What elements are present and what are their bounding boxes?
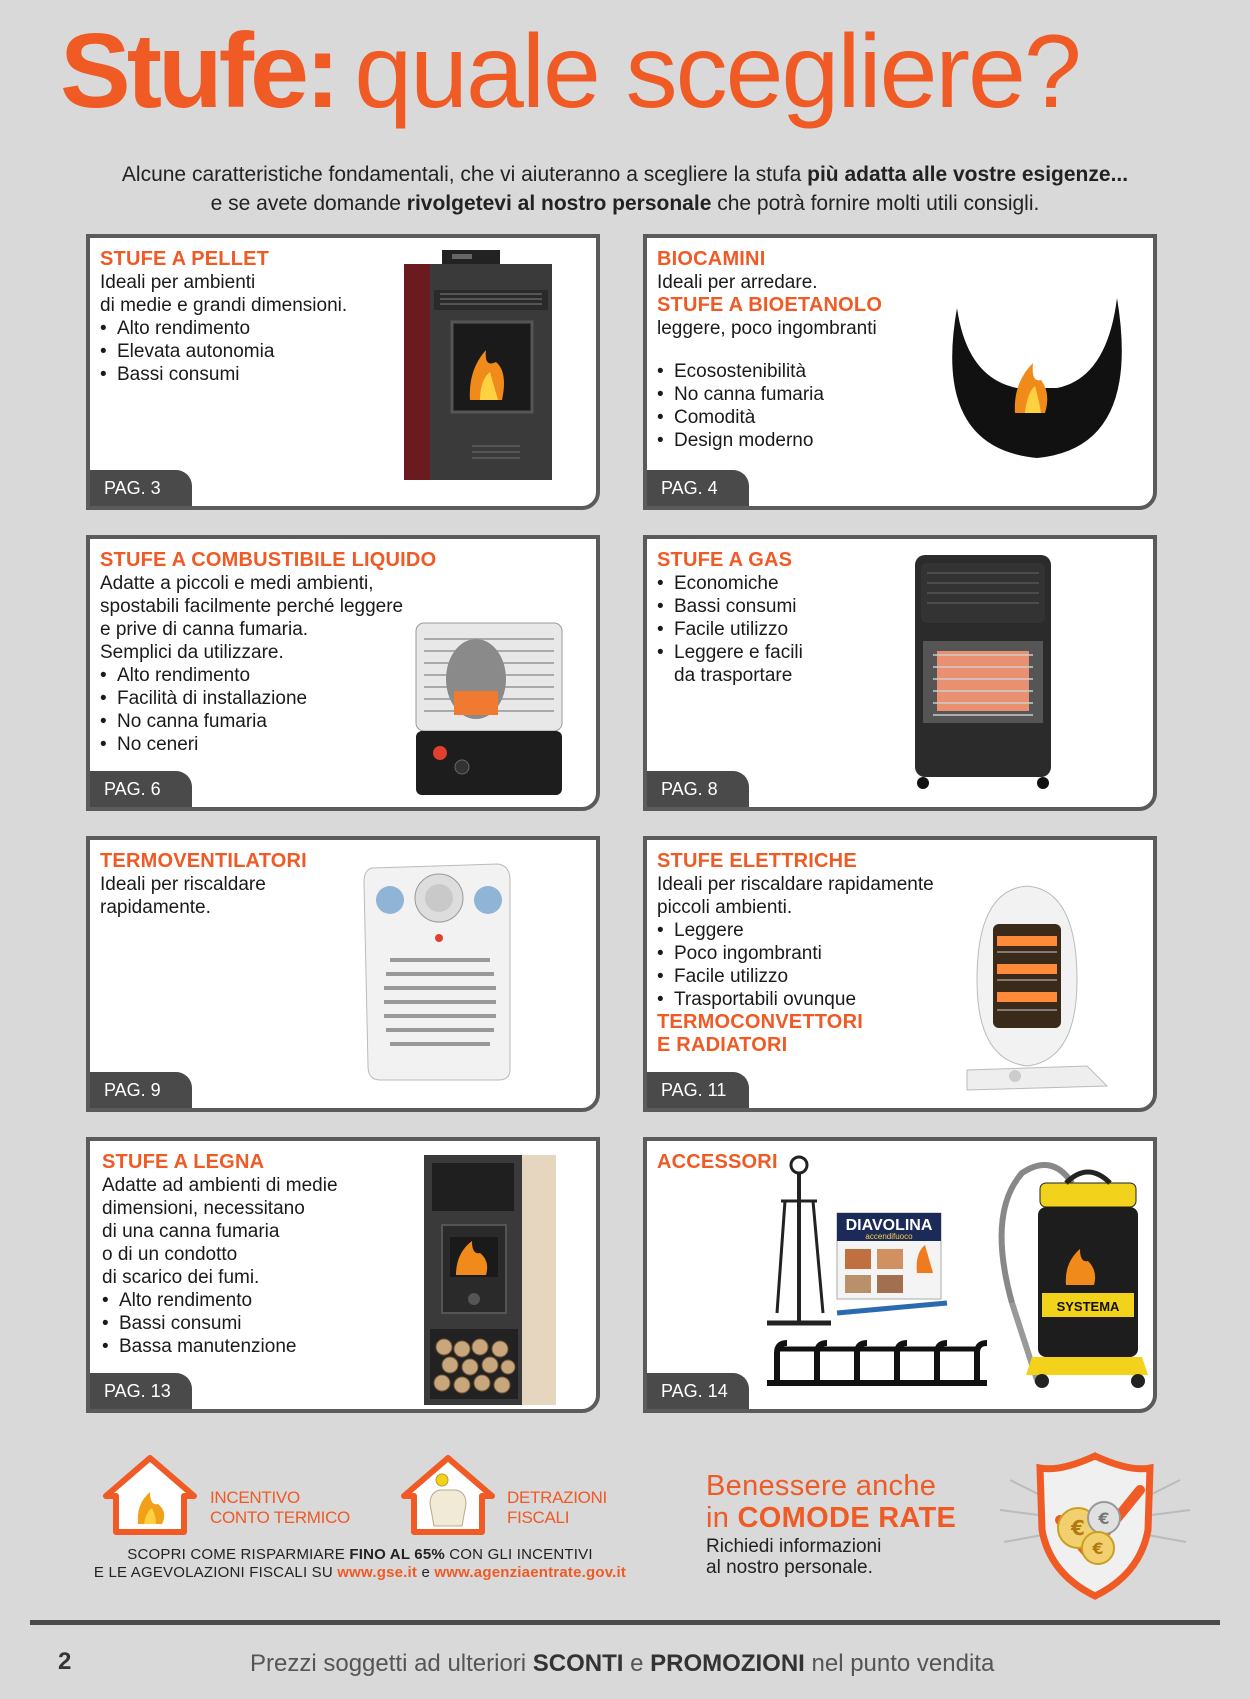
card-desc: piccoli ambienti. [657,897,793,918]
card-desc: di scarico dei fumi. [102,1267,260,1288]
footer-promozioni: PROMOZIONI [650,1650,805,1677]
card-heading: STUFE A GAS [657,549,793,571]
conto-termico-label [210,1488,350,1528]
svg-text:€: € [1098,1509,1110,1528]
rate-title-line2: in [706,1502,738,1534]
card-gas[interactable] [643,535,1157,811]
page-number: 2 [58,1648,72,1675]
card-desc: Ideali per arredare. [657,272,818,293]
bullet-item: • Bassi consumi [100,363,430,386]
footer-text [250,1650,994,1678]
bullet-item: • Economiche [657,572,987,595]
pellet-stove-image [390,250,590,482]
footer-text-1: Prezzi soggetti ad ulteriori [250,1650,533,1677]
footer-divider [30,1620,1220,1625]
fan-heater-image [360,860,520,1090]
intro-emphasis-1: più adatta alle vostre esigenze... [807,163,1129,186]
intro-text-1: Alcune caratteristiche fondamentali, che vi aiuteranno a scegliere la stufa [121,163,808,186]
vacuum-brand: SYSTEMA [1056,1299,1120,1314]
card-elettriche[interactable] [643,836,1157,1112]
card-heading: STUFE A COMBUSTIBILE LIQUIDO [100,549,437,571]
diavolina-brand: DIAVOLINA [845,1217,933,1234]
gas-heater-image [907,553,1057,793]
card-heading: STUFE A LEGNA [102,1151,265,1173]
card-desc: Ideali per riscaldare [100,874,266,895]
biocamino-image [937,288,1137,478]
title-light: quale scegliere? [354,14,1080,130]
card-desc: o di un condotto [102,1244,238,1265]
bullet-item: • Trasportabili ovunque [657,988,997,1011]
bullet-item: • Bassa manutenzione [102,1335,432,1358]
bullet-item: • Poco ingombranti [657,942,997,965]
gse-link[interactable]: www.gse.it [337,1564,418,1581]
card-desc: Ideali per riscaldare rapidamente [657,874,934,895]
page-ref-badge[interactable]: PAG. 4 [647,470,749,506]
savings-text-4: e [417,1564,435,1581]
bullet-item: • Design moderno [657,429,987,452]
svg-text:€: € [1071,1516,1085,1540]
bottom-info [0,1450,1250,1600]
bullet-item: • Leggere [657,919,997,942]
page-ref-badge[interactable]: PAG. 8 [647,771,749,807]
agenzia-entrate-link[interactable]: www.agenziaentrate.gov.it [434,1564,627,1581]
bullet-item: • Alto rendimento [100,664,460,687]
card-text [100,248,430,386]
title-bold: Stufe: [60,12,337,130]
intro-text [40,160,1210,218]
bullet-item: • No ceneri [100,733,460,756]
card-heading: ACCESSORI [657,1151,778,1173]
card-desc: spostabili facilmente perché leggere [100,596,404,617]
savings-text-3: E LE AGEVOLAZIONI FISCALI SU [93,1564,338,1581]
card-text [100,549,460,756]
kerosene-heater-image [410,619,570,799]
detrazioni-label [507,1488,607,1528]
rate-title [706,1470,956,1534]
footer-text-3: nel punto vendita [804,1650,995,1677]
bullet-item: • Alto rendimento [102,1289,432,1312]
bullet-item: • No canna fumaria [100,710,460,733]
rate-title-line1: Benessere anche [706,1470,937,1502]
detrazioni-line2: FISCALI [507,1508,570,1527]
card-heading: BIOCAMINI [657,248,766,270]
card-combustibile-liquido[interactable] [86,535,600,811]
bullet-item: • Facile utilizzo [657,618,987,641]
card-desc: di una canna fumaria [102,1221,280,1242]
savings-text [40,1546,680,1582]
page-ref-badge[interactable]: PAG. 13 [90,1373,192,1409]
card-desc: Semplici da utilizzare. [100,642,284,663]
savings-percent: FINO AL 65% [349,1546,445,1563]
page-ref-badge[interactable]: PAG. 9 [90,1072,192,1108]
card-heading-3: E RADIATORI [657,1034,788,1056]
footer-sconti: SCONTI [532,1650,624,1677]
card-desc: rapidamente. [100,897,211,918]
ash-vacuum-image [992,1153,1152,1403]
card-legna[interactable] [86,1137,600,1413]
fireplace-tools-image [757,1153,1017,1403]
card-desc: leggere, poco ingombranti [657,318,877,339]
detrazioni-line1: DETRAZIONI [507,1488,607,1507]
page-ref-badge[interactable]: PAG. 11 [647,1072,749,1108]
card-heading-2: STUFE A BIOETANOLO [657,294,883,316]
page-title [60,12,1200,130]
card-desc: e prive di canna fumaria. [100,619,309,640]
conto-termico-line2: CONTO TERMICO [210,1508,350,1527]
card-heading: STUFE A PELLET [100,248,270,270]
card-text [102,1151,432,1358]
intro-text-3: che potrà fornire molti utili consigli. [711,192,1040,215]
card-biocamini[interactable] [643,234,1157,510]
bullet-item: • Facilità di installazione [100,687,460,710]
euro-shield-icon [990,1450,1200,1600]
bullet-item-continued: da trasportare [674,665,793,686]
page-ref-badge[interactable]: PAG. 14 [647,1373,749,1409]
intro-emphasis-2: rivolgetevi al nostro personale [406,192,712,215]
card-accessori[interactable] [643,1137,1157,1413]
rate-title-emphasis: COMODE RATE [737,1502,957,1534]
card-pellet[interactable] [86,234,600,510]
card-termoventilatori[interactable] [86,836,600,1112]
bullet-item: • Bassi consumi [657,595,987,618]
rate-subtitle-line1: Richiedi informazioni [706,1536,882,1557]
conto-termico-line1: INCENTIVO [210,1488,300,1507]
page-ref-badge[interactable]: PAG. 6 [90,771,192,807]
intro-text-2: e se avete domande [210,192,407,215]
card-desc: Ideali per ambienti [100,272,256,293]
bullet-item: • Ecosostenibilità [657,360,987,383]
svg-text:€: € [1092,1539,1104,1558]
card-desc: Adatte ad ambienti di medie [102,1175,338,1196]
card-text [657,850,997,1057]
card-heading-2: TERMOCONVETTORI [657,1011,863,1033]
bullet-item: • No canna fumaria [657,383,987,406]
footer-text-2: e [623,1650,651,1677]
rate-subtitle-line2: al nostro personale. [706,1557,873,1578]
rate-subtitle [706,1536,881,1578]
electric-heater-image [957,880,1117,1100]
card-desc: Adatte a piccoli e medi ambienti, [100,573,374,594]
bullet-item: • Elevata autonomia [100,340,430,363]
diavolina-sub: accendifuoco [865,1232,913,1241]
savings-text-1: SCOPRI COME RISPARMIARE [127,1546,350,1563]
card-desc: dimensioni, necessitano [102,1198,305,1219]
bullet-item: • Bassi consumi [102,1312,432,1335]
conto-termico-house-icon [102,1454,198,1536]
card-desc: di medie e grandi dimensioni. [100,295,348,316]
bullet-item: • Alto rendimento [100,317,430,340]
bullet-item: • Leggere e facili [657,641,987,664]
wood-stove-image [420,1149,560,1409]
bullet-item: • Facile utilizzo [657,965,997,988]
detrazioni-house-icon [400,1454,496,1536]
card-heading: STUFE ELETTRICHE [657,850,857,872]
card-heading: TERMOVENTILATORI [100,850,307,872]
page-ref-badge[interactable]: PAG. 3 [90,470,192,506]
bullet-item: • Comodità [657,406,987,429]
savings-text-2: CON GLI INCENTIVI [444,1546,593,1563]
